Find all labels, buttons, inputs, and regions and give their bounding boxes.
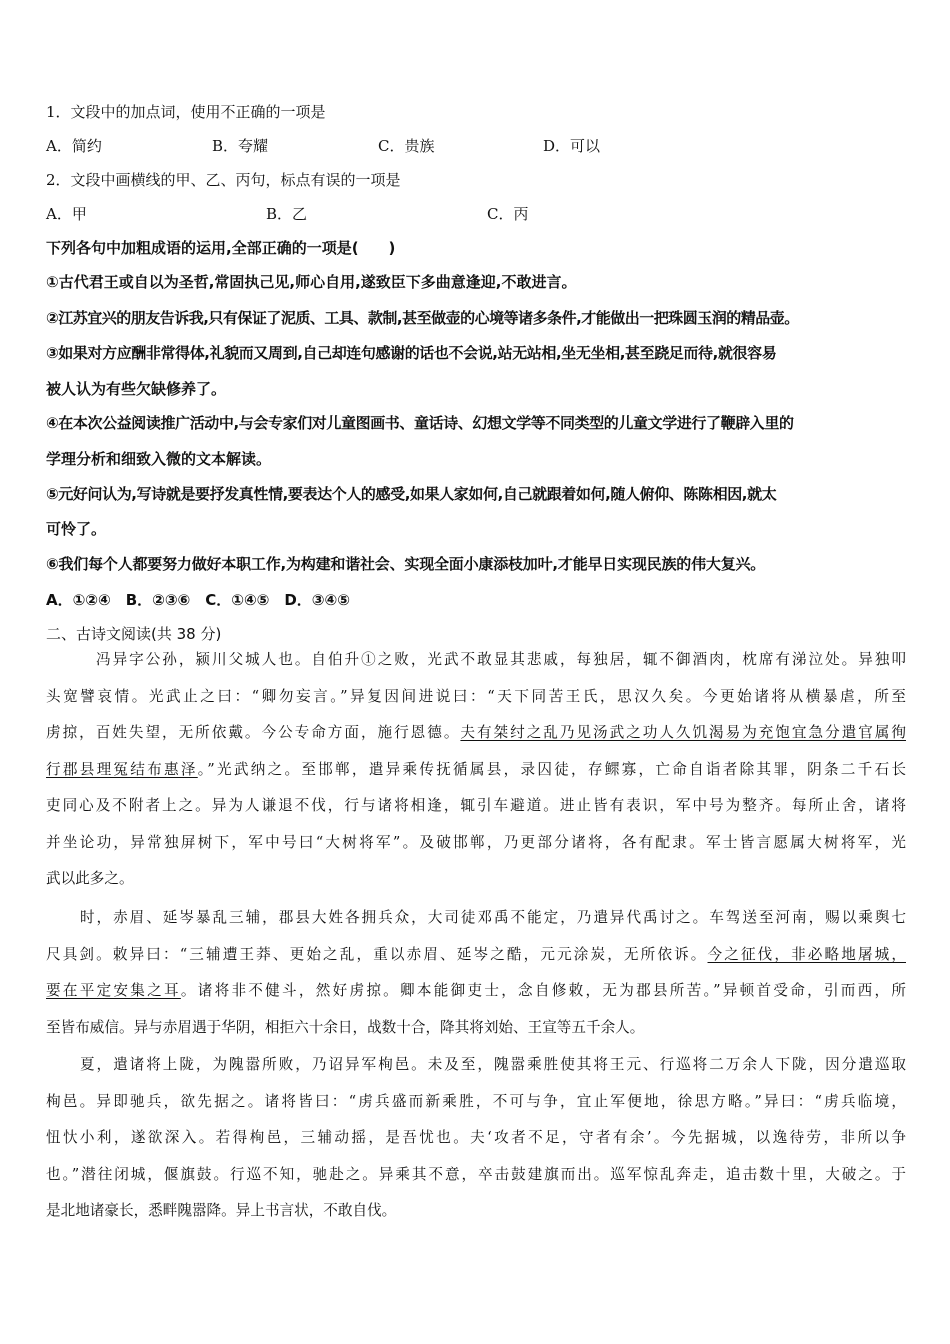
q3-sentence-4b: 学理分析和细致入微的文本解读。 xyxy=(46,450,272,468)
q3-stem: 下列各句中加粗成语的运用,全部正确的一项是( ) xyxy=(46,239,396,257)
p2-line-2-text: 尺具剑。敕异曰：“三辅遭王莽、更始之乱，重以赤眉、延岑之酷，元元涂炭，无所依诉。 xyxy=(46,945,708,963)
q3-sentence-6: ⑥我们每个人都要努力做好本职工作,为构建和谐社会、实现全面小康添枝加叶,才能早日实现民族的伟大复兴。 xyxy=(46,555,766,573)
underlined-sentence-1b: 行郡县理冤结布惠泽 xyxy=(46,760,198,778)
p2-line-1: 时，赤眉、延岑暴乱三辅，郡县大姓各拥兵众，大司徒邓禹不能定，乃遣异代禹讨之。车驾送至河南，赐以乘舆七 xyxy=(80,909,906,926)
p1-line-4 xyxy=(46,752,906,789)
passage-paragraph-1 xyxy=(46,642,906,898)
underlined-sentence-2b: 要在平定安集之耳 xyxy=(46,982,181,999)
p1-line-4-text: 。”光武纳之。至邯郸，遣异乘传抚循属县，录囚徒，存鳏寡，亡命自诣者除其罪，阴条二千石长 xyxy=(197,760,906,778)
p1-line-2: 头宽譬哀情。光武止之曰：“卿勿妄言。”异复因间进说曰：“天下同苦王氏，思汉久矣。今更始诸将从横暴虐，所至 xyxy=(46,687,906,705)
p2-line-3 xyxy=(46,973,906,1010)
q3-sentence-3a: ③如果对方应酬非常得体,礼貌而又周到,自己却连句感谢的话也不会说,站无站相,坐无坐相,甚至跷足而待,就很容易 xyxy=(46,344,777,362)
p2-line-3-text: 。诸将非不健斗，然好虏掠。卿本能御吏士，念自修敕，无为郡县所苦。”异顿首受命，引而西，所 xyxy=(180,982,906,999)
q1-option-a: A．简约 xyxy=(46,137,102,155)
q2-option-a: A．甲 xyxy=(46,205,87,223)
section-heading: 二、古诗文阅读(共 38 分) xyxy=(46,625,222,643)
underlined-sentence-1a: 夫有桀纣之乱乃见汤武之功人久饥渴易为充饱宜急分遣官属徇 xyxy=(460,724,906,741)
q1-option-c: C．贵族 xyxy=(378,137,435,155)
q2-stem: 2．文段中画横线的甲、乙、丙句，标点有误的一项是 xyxy=(46,171,401,189)
p3-line-3: 忸忕小利，遂欲深入。若得栒邑，三辅动摇，是吾忧也。夫‘攻者不足，守者有余’。今先据城，以逸待劳，非所以争 xyxy=(46,1129,906,1146)
q3-sentence-3b: 被人认为有些欠缺修养了。 xyxy=(46,380,227,398)
passage-paragraph-2 xyxy=(46,900,906,1046)
q3-sentence-2: ②江苏宜兴的朋友告诉我,只有保证了泥质、工具、款制,甚至做壶的心境等诸多条件,才能做出一把珠圆玉润的精品壶。 xyxy=(46,309,799,327)
underlined-sentence-2a: 今之征伐，非必略地屠城， xyxy=(707,945,906,963)
p2-line-2 xyxy=(46,937,906,974)
q2-option-b: B．乙 xyxy=(266,205,308,223)
p3-line-4: 也。”潜往闭城，偃旗鼓。行巡不知，驰赴之。异乘其不意，卒击鼓建旗而出。巡军惊乱奔走，追击数十里，大破之。于 xyxy=(46,1165,906,1183)
p2-line-4: 至皆布威信。异与赤眉遇于华阴，相拒六十余日，战数十合，降其将刘始、王宣等五千余人。 xyxy=(46,1018,645,1036)
q2-option-c: C．丙 xyxy=(487,205,529,223)
q3-sentence-5a: ⑤元好问认为,写诗就是要抒发真性情,要表达个人的感受,如果人家如何,自己就跟着如何,随人俯仰、陈陈相因,就太 xyxy=(46,485,777,503)
p1-line-7: 武以此多之。 xyxy=(46,870,134,887)
q1-option-b: B．夸耀 xyxy=(212,137,269,155)
q3-sentence-4a: ④在本次公益阅读推广活动中,与会专家们对儿童图画书、童话诗、幻想文学等不同类型的儿童文学进行了鞭辟入里的 xyxy=(46,414,794,432)
q3-options: A．①②④ B．②③⑥ C．①④⑤ D．③④⑤ xyxy=(46,591,350,609)
p1-line-3 xyxy=(46,715,906,752)
q3-sentence-5b: 可怜了。 xyxy=(46,520,107,538)
q1-stem: 1．文段中的加点词，使用不正确的一项是 xyxy=(46,103,326,121)
p1-line-6: 并坐论功，异常独屏树下，军中号曰“大树将军”。及破邯郸，乃更部分诸将，各有配隶。军士皆言愿属大树将军，光 xyxy=(46,833,906,851)
p3-line-1: 夏，遣诸将上陇，为隗嚣所败，乃诏异军栒邑。未及至，隗嚣乘胜使其将王元、行巡将二万余人下陇，因分遣巡取 xyxy=(80,1056,906,1073)
p3-line-5: 是北地诸豪长，悉畔隗嚣降。异上书言状，不敢自伐。 xyxy=(46,1202,397,1219)
p1-line-5: 吏同心及不附者上之。异为人谦退不伐，行与诸将相逢，辄引车避道。进止皆有表识，军中号为整齐。每所止舍，诸将 xyxy=(46,797,906,814)
p3-line-2: 栒邑。异即驰兵，欲先据之。诸将皆曰：“虏兵盛而新乘胜，不可与争，宜止军便地，徐思方略。”异曰：“虏兵临境， xyxy=(46,1092,906,1110)
p1-line-1: 冯异字公孙，颍川父城人也。自伯升①之败，光武不敢显其悲戚，每独居，辄不御酒肉，枕席有涕泣处。异独叩 xyxy=(96,651,906,668)
q1-option-d: D．可以 xyxy=(543,137,601,155)
q3-sentence-1: ①古代君王或自以为圣哲,常固执己见,师心自用,遂致臣下多曲意逢迎,不敢进言。 xyxy=(46,273,577,291)
p1-line-3-text: 虏掠，百姓失望，无所依戴。今公专命方面，施行恩德。 xyxy=(46,724,461,741)
passage-paragraph-3 xyxy=(46,1047,906,1230)
